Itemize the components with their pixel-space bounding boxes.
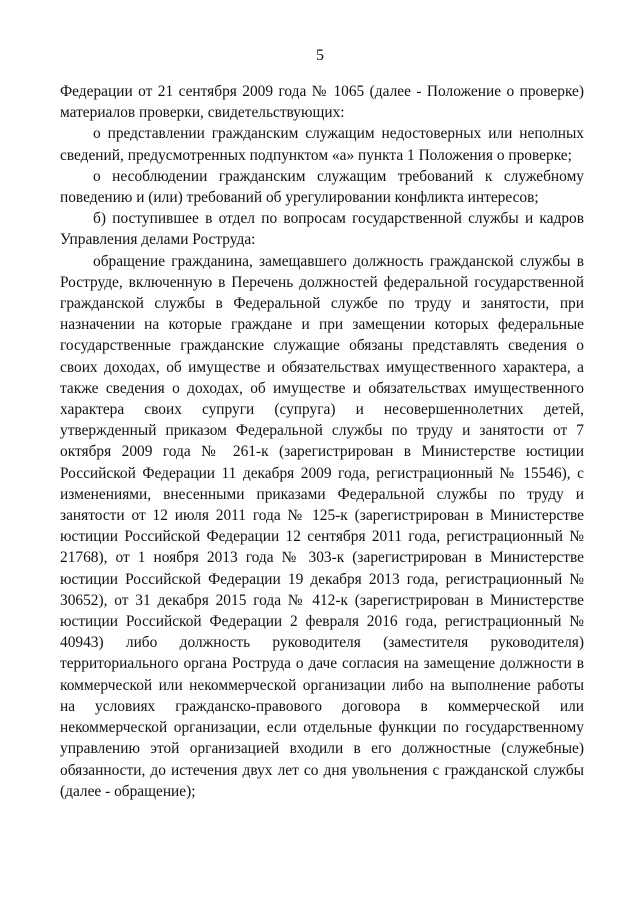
document-body (60, 81, 584, 802)
page-number: 5 (316, 47, 324, 64)
paragraph-citizen-request: обращение гражданина, замещавшего должность гражданской службы в Роструде, включенную в Перечень должностей федеральной государственной гражданской службы в Федеральной службе по труду и занятости, при назначении на которые граждане и при замещении которых федеральные государственные гражданские служащие обязаны представлять сведения о своих доходах, об имуществе и обязательствах имущественного характера, а также сведения о доходах, об имуществе и обязательствах имущественного характера своих супруги (супруга) и несовершеннолетних детей, утвержденный приказом Федеральной службы по труду и занятости от 7 октября 2009 года № 261-к (зарегистрирован в Министерстве юстиции Российской Федерации 11 декабря 2009 года, регистрационный № 15546), с изменениями, внесенными приказами Федеральной службы по труду и занятости от 12 июля 2011 года № 125-к (зарегистрирован в Министерстве юстиции Российской Федерации 12 сентября 2011 года, регистрационный № 21768), от 1 ноября 2013 года № 303-к (зарегистрирован в Министерстве юстиции Российской Федерации 19 декабря 2013 года, регистрационный № 30652), от 31 декабря 2015 года № 412-к (зарегистрирован в Министерстве юстиции Российской Федерации 2 февраля 2016 года, регистрационный № 40943) либо должность руководителя (заместителя руководителя) территориального органа Роструда о даче согласия на замещение должности в коммерческой или некоммерческой организации либо на выполнение работы на условиях гражданско-правового договора в коммерческой или некоммерческой организации, если отдельные функции по государственному управлению этой организацией входили в его должностные (служебные) обязанности, до истечения двух лет со дня увольнения с гражданской службы (далее - обращение); (60, 252, 584, 800)
paragraph-false-information: о представлении гражданским служащим недостоверных или неполных сведений, предусмотренных подпунктом «а» пункта 1 Положения о проверке; (60, 125, 584, 164)
paragraph-continuation: Федерации от 21 сентября 2009 года № 1065 (далее - Положение о проверке) материалов проверки, свидетельствующих: (60, 83, 584, 122)
paragraph-conduct-requirements: о несоблюдении гражданским служащим требований к служебному поведению и (или) требований об урегулировании конфликта интересов; (60, 167, 584, 207)
paragraph-item-b: б) поступившее в отдел по вопросам государственной службы и кадров Управления делами Роструда: (60, 210, 584, 249)
